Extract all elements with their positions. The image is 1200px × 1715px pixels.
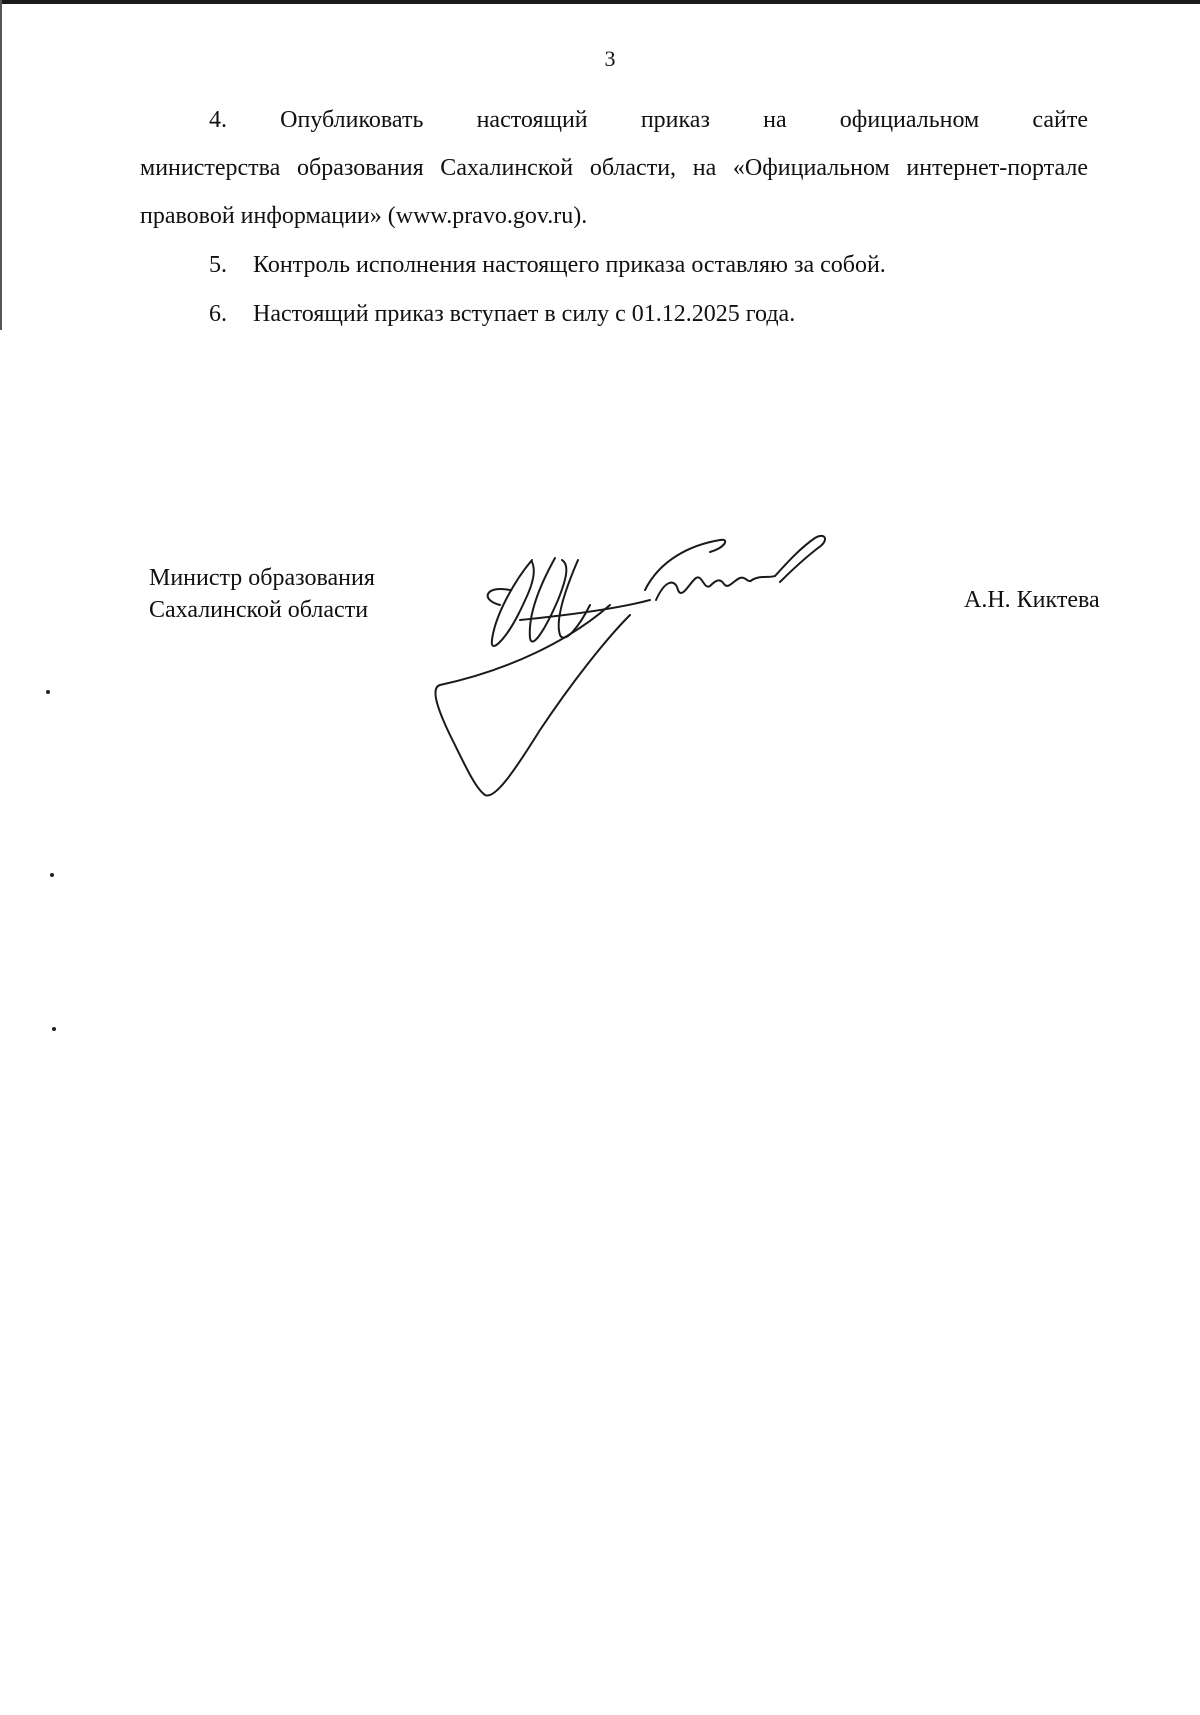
signatory-position-line-2: Сахалинской области (149, 597, 369, 623)
signatory-position-line-1: Министр образования (149, 565, 375, 591)
scan-speck (50, 873, 54, 877)
scan-speck (46, 690, 50, 694)
paragraph-5 (209, 241, 886, 289)
paragraph-5-number: 5. (209, 252, 227, 278)
paragraph-4-rest: министерства образования Сахалинской области, на «Официальном интернет-портале правовой информации» (www.pravo.gov.ru). (140, 155, 1088, 229)
paragraph-6 (209, 290, 795, 338)
signatory-position (149, 562, 375, 626)
page-number: 3 (604, 46, 616, 71)
scan-speck (52, 1027, 56, 1031)
paragraph-6-number: 6. (209, 301, 227, 327)
paragraph-6-text: Настоящий приказ вступает в силу с 01.12.2025 года. (253, 301, 796, 327)
handwritten-signature (420, 520, 890, 810)
signatory-name: А.Н. Киктева (964, 587, 1100, 613)
paragraph-4-first-line: 4. Опубликовать настоящий приказ на официальном сайте (209, 107, 1088, 133)
scan-edge-top (0, 0, 1200, 4)
paragraph-5-text: Контроль исполнения настоящего приказа оставляю за собой. (253, 252, 886, 278)
paragraph-4 (140, 96, 1088, 240)
